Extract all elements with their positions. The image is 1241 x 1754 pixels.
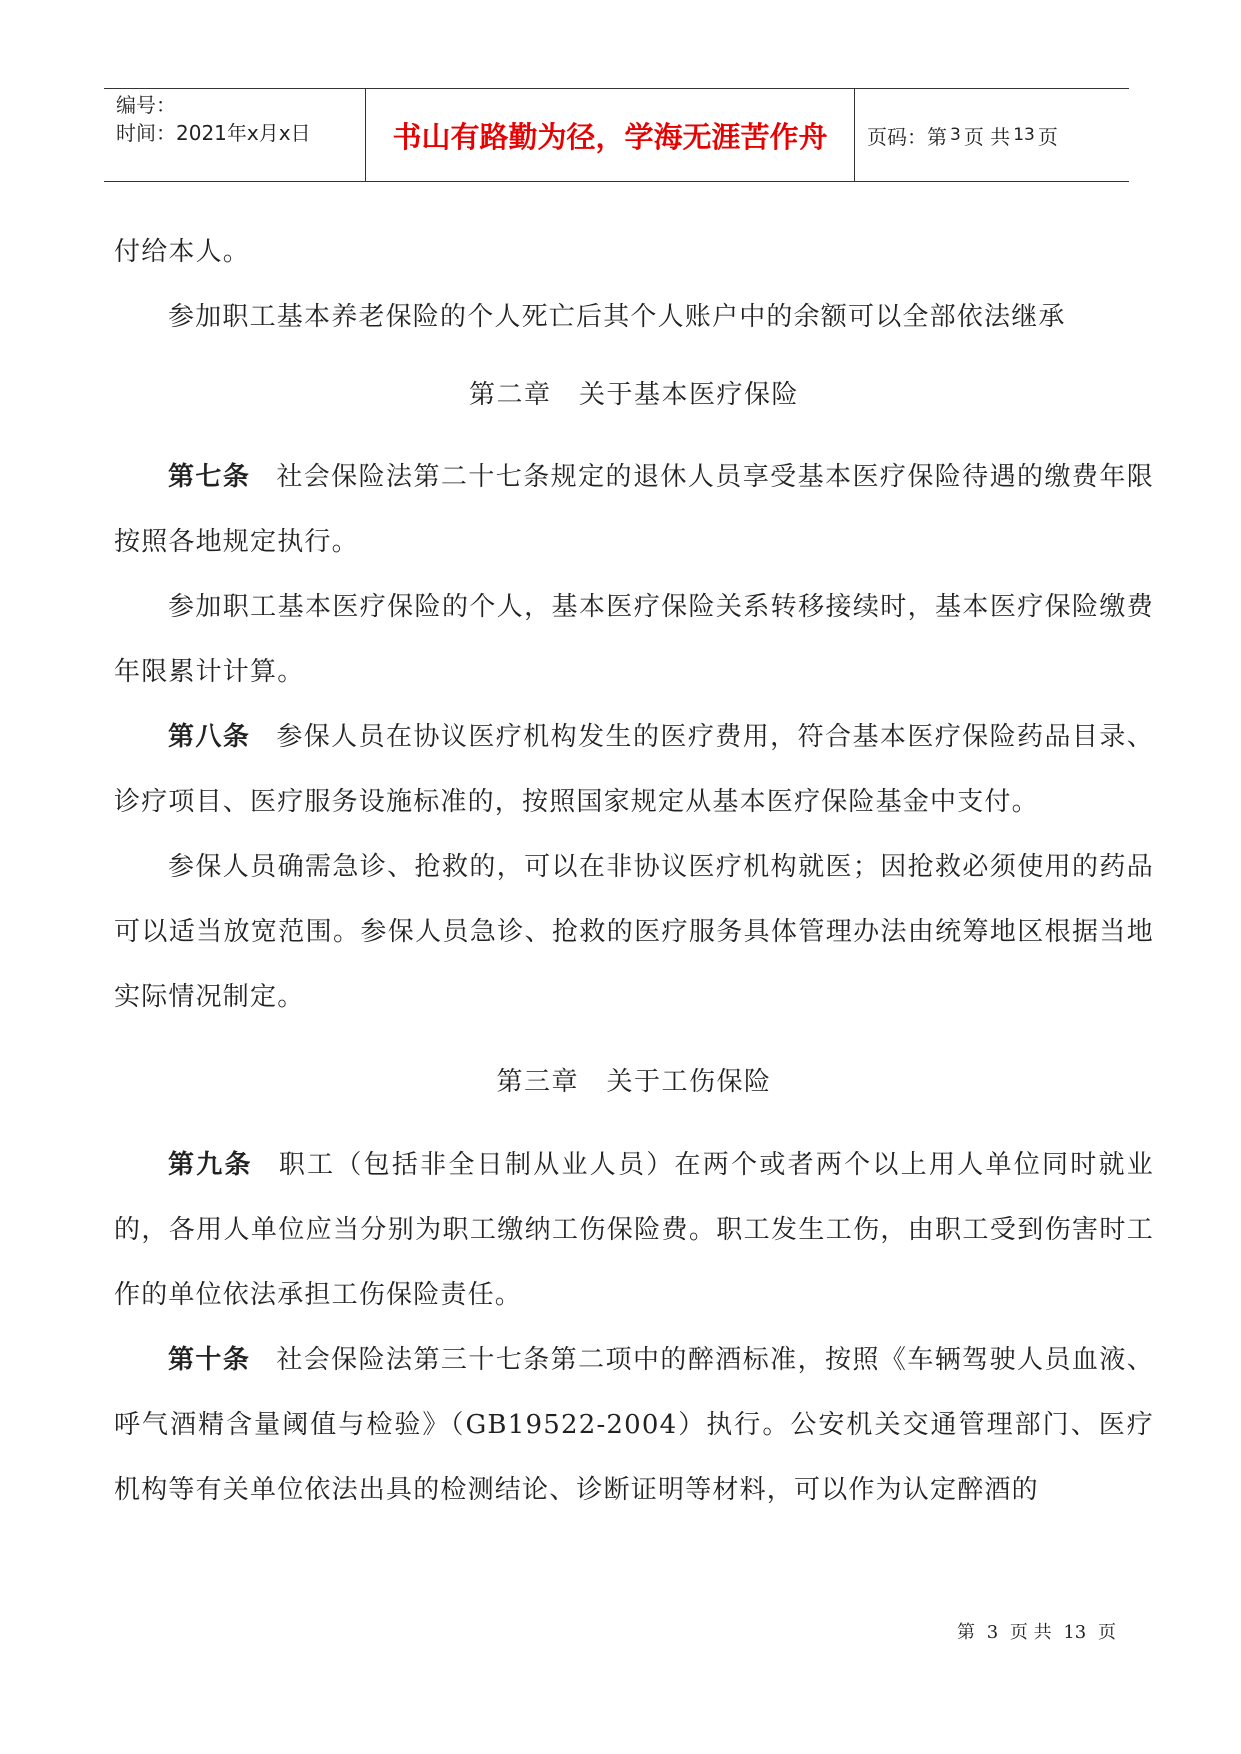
page-footer [0, 1618, 1116, 1644]
page-mid: 页 共 [963, 124, 1011, 149]
article-label: 第八条 [168, 722, 251, 752]
document-number-label: 编号： [116, 93, 176, 117]
article-10 [114, 1328, 1154, 1523]
chapter-heading: 第二章 关于基本医疗保险 [468, 380, 799, 410]
header-meta [104, 89, 366, 181]
footer-mid: 页 共 [1009, 1622, 1052, 1643]
footer-suffix: 页 [1098, 1622, 1116, 1643]
article-text: 社会保险法第三十七条第二项中的醉酒标准，按照《车辆驾驶人员血液、呼气酒精含量阈值与检验》（GB19522-2004）执行。公安机关交通管理部门、医疗机构等有关单位依法出具的检测结论、诊断证明等材料，可以作为认定醉酒的 [114, 1345, 1154, 1505]
article-9 [114, 1133, 1154, 1328]
document-body [114, 220, 1154, 1523]
article-label: 第九条 [168, 1150, 253, 1180]
page-header [104, 88, 1129, 182]
page-prefix: 页码：第 [867, 124, 947, 149]
header-page-info [855, 89, 1129, 181]
paragraph: 参保人员确需急诊、抢救的，可以在非协议医疗机构就医；因抢救必须使用的药品可以适当放宽范围。参保人员急诊、抢救的医疗服务具体管理办法由统筹地区根据当地实际情况制定。 [114, 852, 1154, 1012]
footer-prefix: 第 [956, 1622, 975, 1643]
document-time: 时间：2021年x月x日 [116, 121, 311, 145]
article-text: 参保人员在协议医疗机构发生的医疗费用，符合基本医疗保险药品目录、诊疗项目、医疗服务设施标准的，按照国家规定从基本医疗保险基金中支付。 [114, 722, 1154, 817]
paragraph: 付给本人。 [114, 237, 251, 267]
paragraph: 参加职工基本医疗保险的个人，基本医疗保险关系转移接续时，基本医疗保险缴费年限累计计算。 [114, 592, 1154, 687]
chapter-heading: 第三章 关于工伤保险 [496, 1067, 772, 1097]
article-label: 第七条 [168, 462, 251, 492]
footer-current: 3 [986, 1622, 999, 1643]
page-current: 3 [950, 125, 961, 145]
article-8 [114, 705, 1154, 835]
page-total: 13 [1013, 125, 1035, 145]
header-motto: 书山有路勤为径，学海无涯苦作舟 [366, 89, 855, 181]
article-text: 职工（包括非全日制从业人员）在两个或者两个以上用人单位同时就业的，各用人单位应当分别为职工缴纳工伤保险费。职工发生工伤，由职工受到伤害时工作的单位依法承担工伤保险责任。 [114, 1150, 1155, 1310]
article-7 [114, 445, 1154, 575]
article-label: 第十条 [168, 1345, 251, 1375]
article-text: 社会保险法第二十七条规定的退休人员享受基本医疗保险待遇的缴费年限按照各地规定执行。 [114, 462, 1154, 557]
footer-total: 13 [1063, 1622, 1087, 1643]
paragraph: 参加职工基本养老保险的个人死亡后其个人账户中的余额可以全部依法继承 [168, 302, 1066, 332]
page-suffix: 页 [1037, 124, 1058, 149]
